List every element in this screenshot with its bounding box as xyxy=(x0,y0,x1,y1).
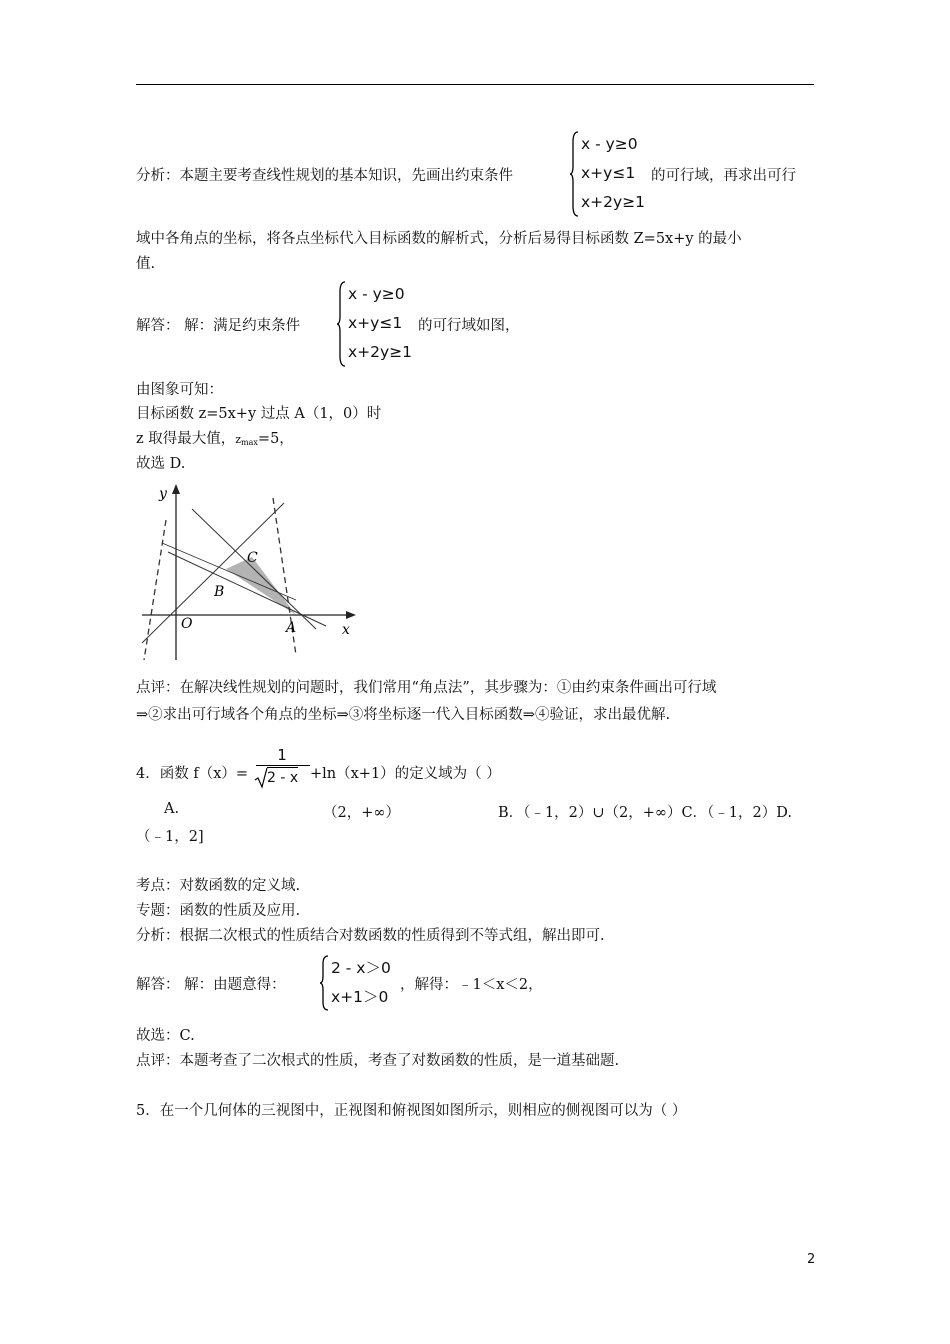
sqrt-icon xyxy=(254,767,268,789)
header-rule xyxy=(136,84,814,85)
analysis-line-2: 域中各角点的坐标，将各点坐标代入目标函数的解析式，分析后易得目标函数 Z=5x+y 的最小 xyxy=(136,231,742,247)
comment-line-2: ⇒②求出可行域各个角点的坐标⇒③将坐标逐一代入目标函数⇒④验证，求出最优解. xyxy=(136,707,671,723)
solution-line-b: 的可行域如图， xyxy=(418,318,520,334)
q4-stem-b: +ln（x+1）的定义域为（ ） xyxy=(310,766,501,782)
comment-line-1: 点评：在解决线性规划的问题时，我们常用“角点法”，其步骤为：①由约束条件画出可行域 xyxy=(136,680,717,696)
q4-option-a-value: （2，+∞） xyxy=(323,805,400,821)
point-c-label: C xyxy=(247,550,258,566)
constraint-row: x - y≥0 xyxy=(348,285,405,303)
text-line: 目标函数 z=5x+y 过点 A（1，0）时 xyxy=(136,406,382,422)
brace-icon xyxy=(337,280,347,368)
objective-line-min xyxy=(144,520,166,660)
q4-answer: 故选：C. xyxy=(136,1028,195,1044)
analysis-line-3: 值. xyxy=(136,256,156,272)
constraint-row: x+y≤1 xyxy=(581,164,636,182)
constraint-row: x+2y≥1 xyxy=(581,193,646,211)
fraction-bar xyxy=(256,765,310,766)
x-axis-arrow-icon xyxy=(346,611,356,619)
q4-options-bcd: B．（﹣1，2）∪（2，+∞）C．（﹣1，2）D. xyxy=(498,805,792,821)
inequality-row: x+1＞0 xyxy=(331,988,389,1006)
q4-solution-a: 解答： 解：由题意得： xyxy=(136,977,286,993)
q4-comment: 点评：本题考查了二次根式的性质，考查了对数函数的性质，是一道基础题. xyxy=(136,1053,620,1069)
fraction-denominator: 2 - x xyxy=(267,767,298,786)
fraction xyxy=(254,746,310,786)
text-line: 故选 D. xyxy=(136,456,186,472)
origin-label: O xyxy=(181,616,193,632)
fraction-numerator: 1 xyxy=(277,746,287,764)
constraint-row: x+2y≥1 xyxy=(348,343,413,361)
line-x-plus-y xyxy=(192,509,316,629)
q4-option-d-value: （﹣1，2] xyxy=(136,829,204,845)
analysis-line-1b: 的可行域，再求出可行 xyxy=(651,168,796,184)
solution-line-a: 解答： 解：满足约束条件 xyxy=(136,318,301,334)
line-guide xyxy=(162,543,296,600)
brace-icon xyxy=(320,954,330,1012)
constraint-row: x - y≥0 xyxy=(581,135,638,153)
brace-icon xyxy=(570,130,580,218)
point-b-label: B xyxy=(214,584,225,600)
q4-option-a-label: A. xyxy=(164,801,180,817)
y-axis-label: y xyxy=(159,486,167,502)
q4-kaodian: 考点：对数函数的定义域. xyxy=(136,878,301,894)
x-axis-label: x xyxy=(342,622,350,638)
q4-fenxi: 分析：根据二次根式的性质结合对数函数的性质得到不等式组，解出即可. xyxy=(136,928,605,944)
q4-solution-b: ，解得：﹣1＜x＜2， xyxy=(400,977,543,993)
text-line: 由图象可知： xyxy=(136,382,223,398)
page-number: 2 xyxy=(807,1252,816,1267)
q4-zhuanti: 专题：函数的性质及应用. xyxy=(136,903,301,919)
zmax-label: $z_{max}=5$， xyxy=(235,431,294,447)
feasible-region xyxy=(226,557,296,615)
feasible-region-graph xyxy=(136,480,366,665)
constraint-row: x+y≤1 xyxy=(348,314,403,332)
y-axis-arrow-icon xyxy=(172,484,180,494)
q5-stem: 5．在一个几何体的三视图中，正视图和俯视图如图所示，则相应的侧视图可以为（ ） xyxy=(136,1103,687,1119)
point-a-label: A xyxy=(286,620,297,636)
inequality-row: 2 - x＞0 xyxy=(331,959,391,977)
q4-stem-a: 4．函数 f（x）= xyxy=(136,766,249,782)
text-line: z 取得最大值，$z_{max}=5$， xyxy=(136,431,294,447)
analysis-line-1a: 分析：本题主要考查线性规划的基本知识，先画出约束条件 xyxy=(136,168,513,184)
